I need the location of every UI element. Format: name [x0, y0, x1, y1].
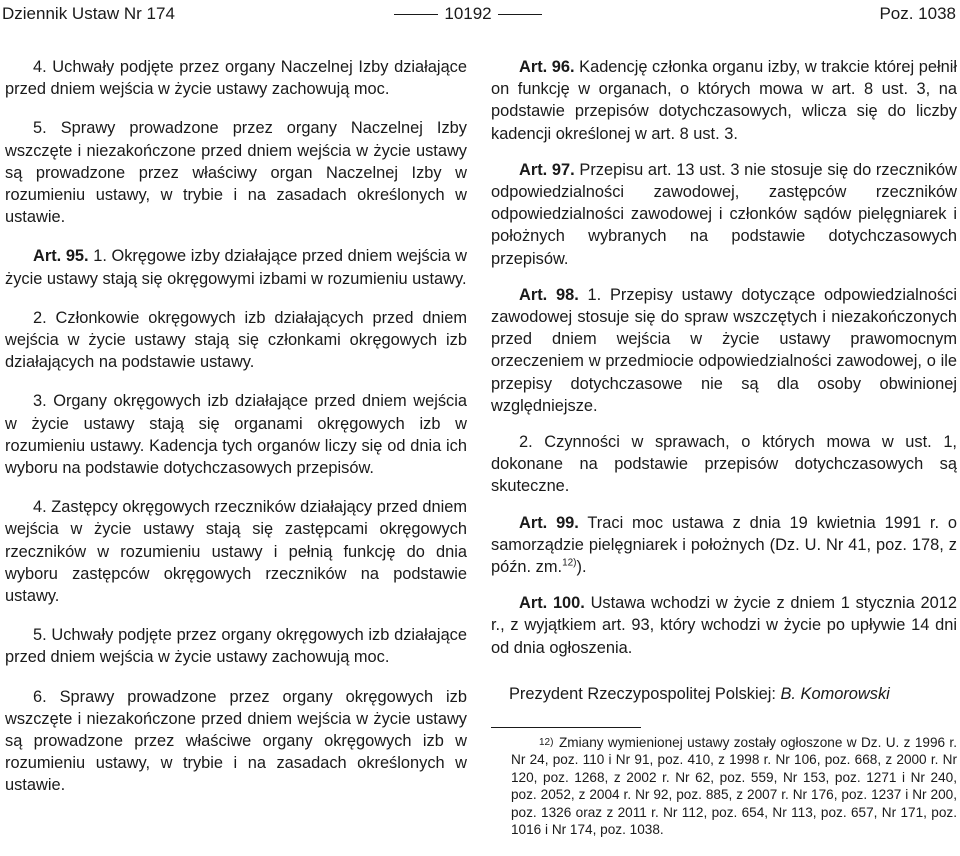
signature: Prezydent Rzeczypospolitej Polskiej: B. Komorowski [509, 684, 890, 703]
article-98: Art. 98. 1. Przepisy ustawy dotyczące odpowiedzialności zawodowej stosuje się do spraw wszczętych i niezakończonych przed dniem wejścia w życie ustawy prawomocnym orzeczeniem w przedmiocie odpowiedzialności zawodowej, o ile przepisy dotychczasowe nie są dla osoby obwinionej względniejsze. [491, 285, 957, 415]
paragraph: 6. Sprawy prowadzone przez organy okręgowych izb wszczęte i niezakończone przed dniem wejścia w życie ustawy są prowadzone przez właściwe organy okręgowych izb w rozumieniu ustawy, w trybie i na zasadach określonych w ustawie. [5, 687, 467, 795]
right-column [491, 56, 957, 856]
footnote-mark: 12) [539, 737, 554, 749]
article-97: Art. 97. Przepisu art. 13 ust. 3 nie stosuje się do rzeczników odpowiedzialności zawodowej, zastępców rzeczników odpowiedzialności zawodowej i członków sądów pielęgniarek i położnych wybranych na podstawie dotychczasowych przepisów. [491, 160, 957, 268]
paragraph: 5. Sprawy prowadzone przez organy Naczelnej Izby wszczęte i niezakończone przed dniem wejścia w życie ustawy są prowadzone przez właściwy organ Naczelnej Izby w rozumieniu ustawy, w trybie i na zasadach określonych w ustawie. [5, 119, 467, 227]
paragraph: 2. Członkowie okręgowych izb działających przed dniem wejścia w życie ustawy stają się członkami okręgowych izb działających na podstawie ustawy. [5, 308, 467, 372]
page-number: 10192 [358, 4, 578, 24]
paragraph: 5. Uchwały podjęte przez organy okręgowych izb działające przed dniem wejścia w życie ustawy zachowują moc. [5, 626, 467, 667]
position-number: Poz. 1038 [879, 4, 956, 23]
footnote-divider [491, 727, 641, 728]
article-99: Art. 99. Traci moc ustawa z dnia 19 kwietnia 1991 r. o samorządzie pielęgniarek i położnych (Dz. U. Nr 41, poz. 178, z późn. zm.$^{12)}$). [491, 513, 957, 577]
page-header [0, 0, 960, 30]
paragraph: 4. Zastępcy okręgowych rzeczników działający przed dniem wejścia w życie ustawy stają się zastępcami okręgowych rzeczników w rozumieniu ustawy i pełnią funkcję do dnia wyboru zastępców okręgowych rzeczników na podstawie ustawy. [5, 498, 467, 606]
journal-title: Dziennik Ustaw Nr 174 [2, 4, 175, 23]
article-96: Art. 96. Kadencję członka organu izby, w trakcie której pełnił on funkcję w organach, o których mowa w art. 8 ust. 3, na podstawie przepisów dotychczasowych, wlicza się do liczby kadencji określonej w art. 8 ust. 3. [491, 58, 957, 143]
paragraph: 3. Organy okręgowych izb działające przed dniem wejścia w życie ustawy stają się organami okręgowych izb w rozumieniu ustawy. Kadencja tych organów liczy się od dnia ich wyboru na podstawie dotychczasowych przepisów. [5, 392, 467, 478]
paragraph: 2. Czynności w sprawach, o których mowa w ust. 1, dokonane na podstawie przepisów dotychczasowych są skuteczne. [491, 433, 957, 496]
article-100: Art. 100. Ustawa wchodzi w życie z dniem 1 stycznia 2012 r., z wyjątkiem art. 93, który wchodzi w życie po upływie 14 dni od dnia ogłoszenia. [491, 594, 957, 657]
signatory-name: B. Komorowski [780, 684, 890, 703]
footnote-reference: 12) [562, 557, 577, 569]
paragraph: 4. Uchwały podjęte przez organy Naczelnej Izby działające przed dniem wejścia w życie ustawy zachowują moc. [5, 58, 467, 99]
article-95: Art. 95. 1. Okręgowe izby działające przed dniem wejścia w życie ustawy stają się okręgowymi izbami w rozumieniu ustawy. [5, 247, 467, 288]
footnote: 12) Zmiany wymienionej ustawy zostały ogłoszone w Dz. U. z 1996 r. Nr 24, poz. 110 i Nr 91, poz. 410, z 1998 r. Nr 106, poz. 668, z 2000 r. Nr 120, poz. 1268, z 2002 r. Nr 62, poz. 559, Nr 153, poz. 1271 i Nr 240, poz. 2052, z 2004 r. Nr 92, poz. 885, z 2007 r. Nr 176, poz. 1237 i Nr 200, poz. 1326 oraz z 2011 r. Nr 112, poz. 654, Nr 113, poz. 657, Nr 171, poz. 1016 i Nr 174, poz. 1038. [511, 735, 957, 838]
left-column [5, 56, 467, 814]
